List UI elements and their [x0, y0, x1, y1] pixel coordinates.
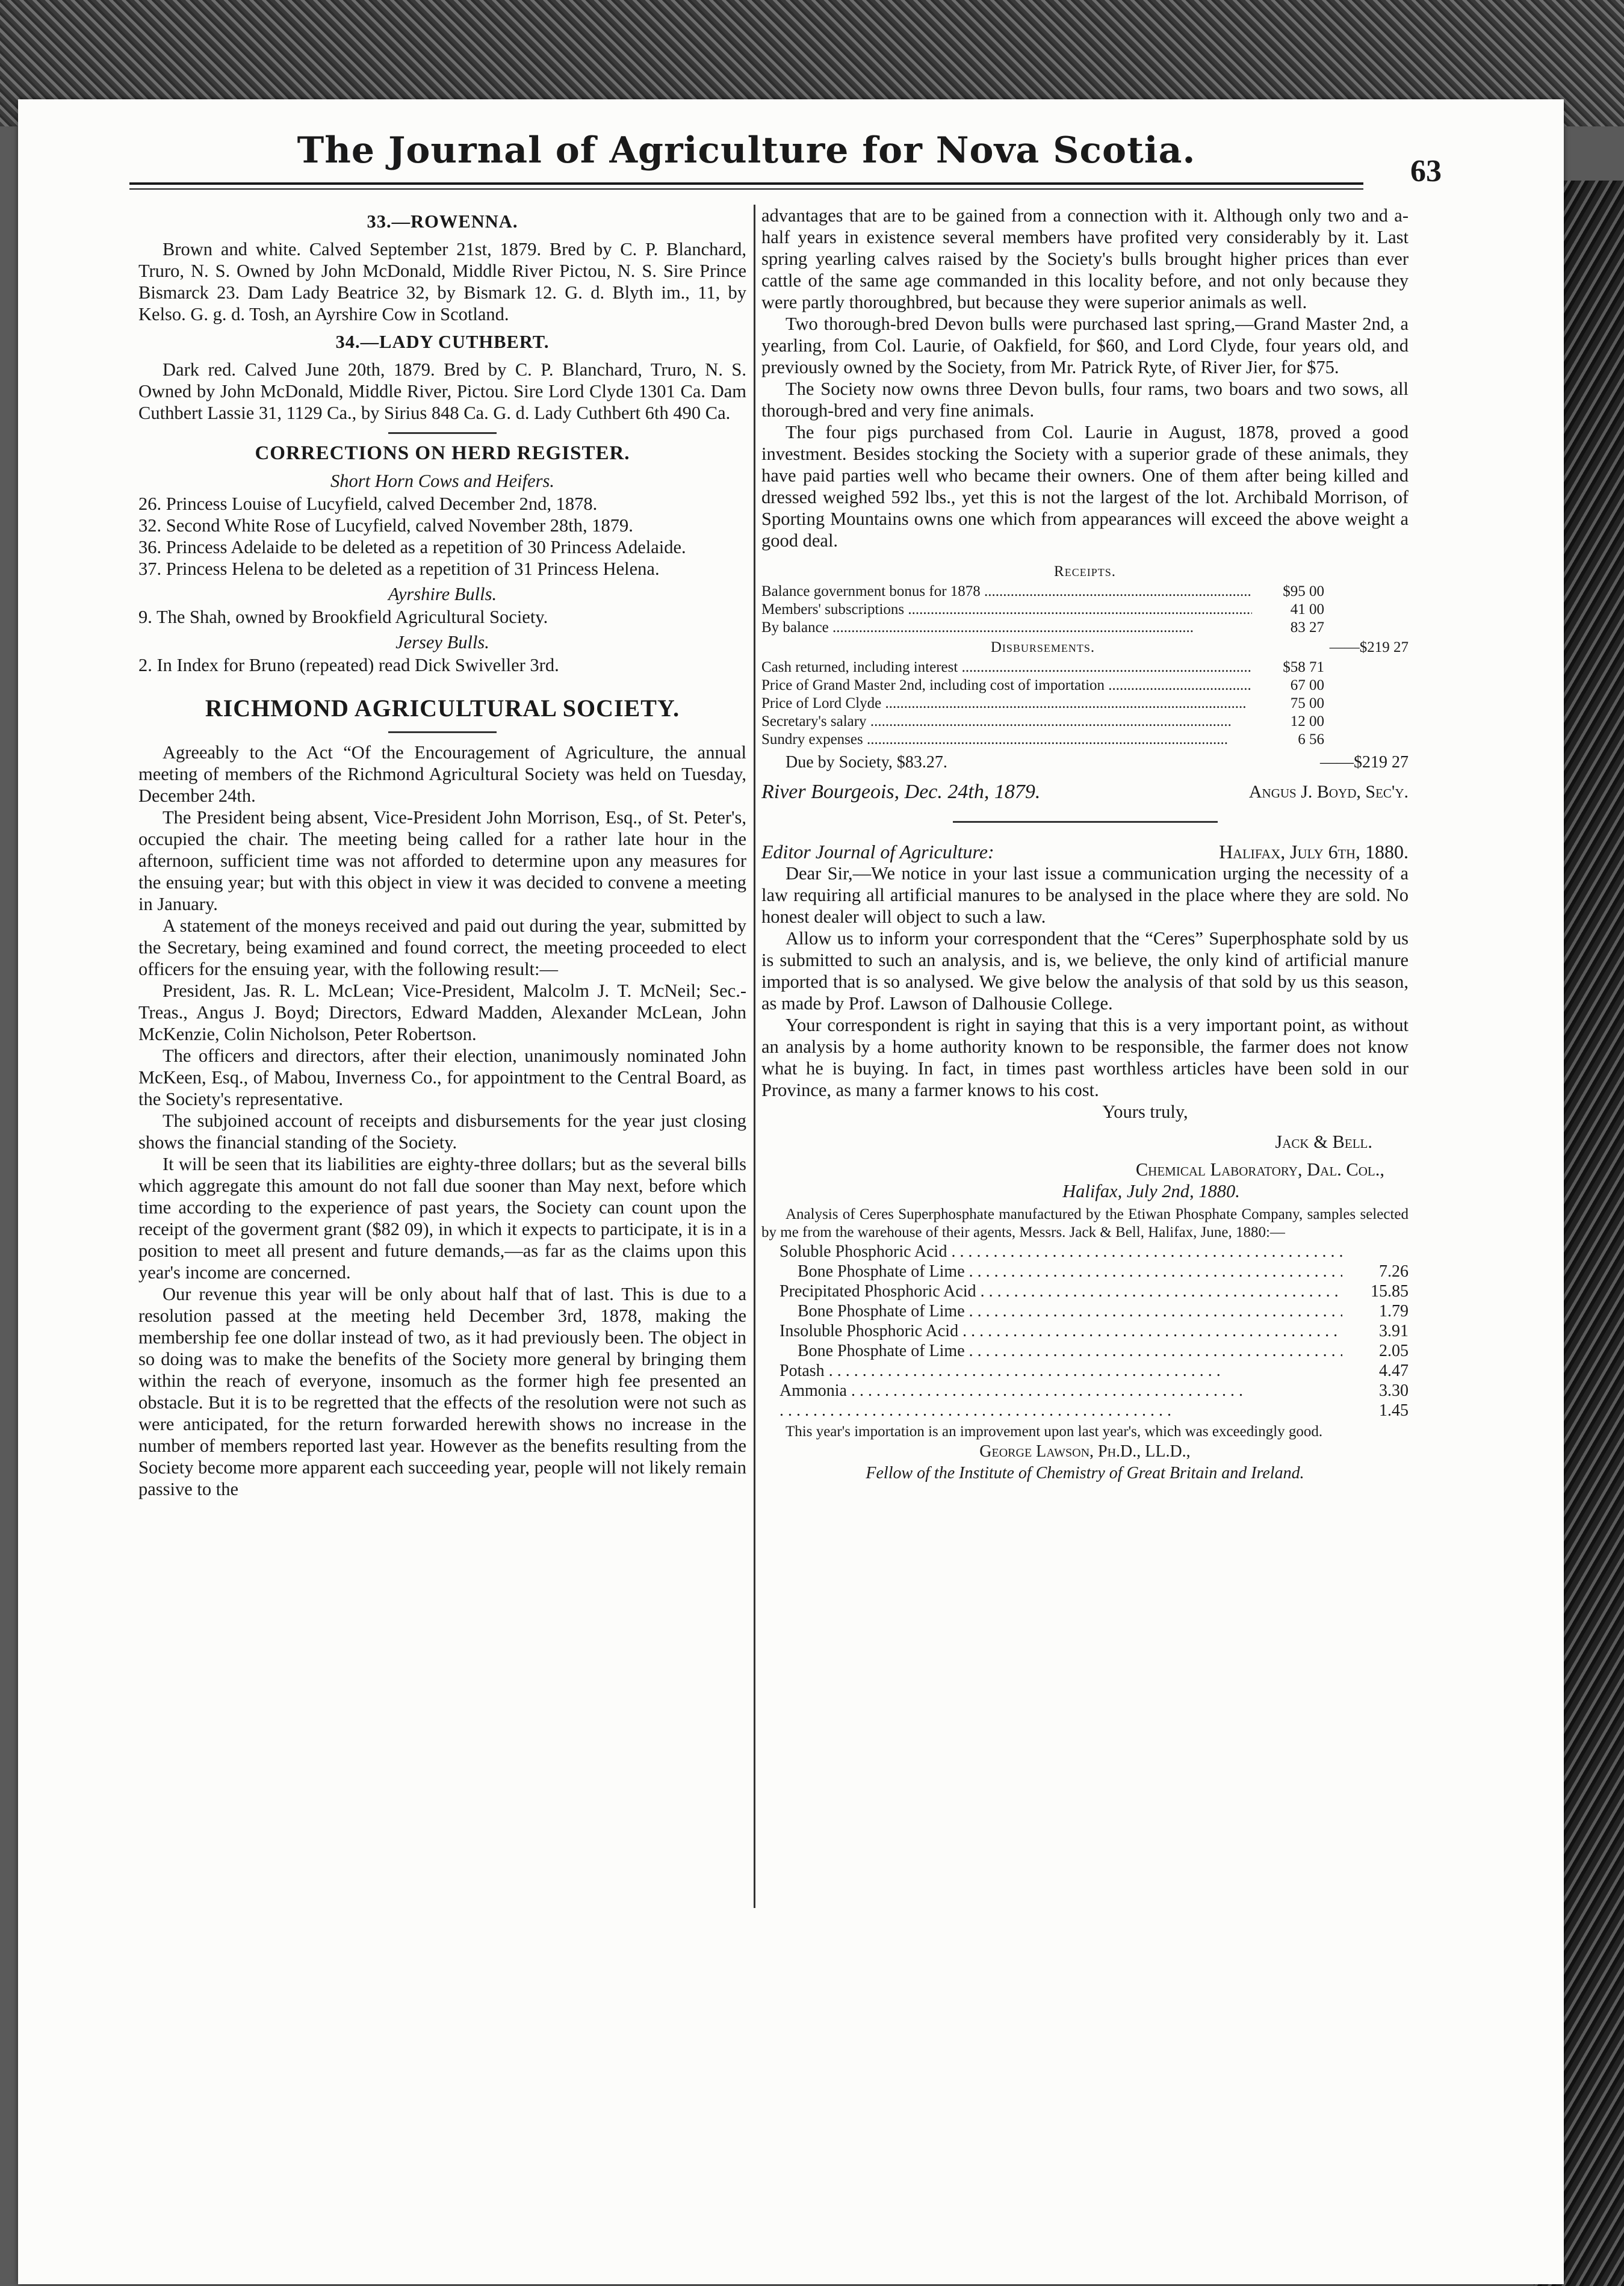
analysis-label: Ammonia . . .: [779, 1381, 1342, 1401]
analysis-row: [761, 1381, 1409, 1401]
masthead-rule-bottom: [129, 188, 1363, 190]
page-number: 63: [1410, 154, 1442, 188]
disbursements-row: [761, 677, 1409, 695]
richmond-paragraph: The President being absent, Vice-President John Morrison, Esq., of St. Peter's, occupied the chair. The meeting being called for a rather late hour in the afternoon, sufficient time was not afforded to determine upon any measures for the ensuing year; but with this object in view it was decided to convene a meeting in January.: [138, 807, 746, 914]
lab-line-1: Chemical Laboratory, Dal. Col.,: [1135, 1159, 1384, 1180]
disbursements-row-value: 12 00: [1290, 713, 1324, 729]
cattle-33-heading: 33.—ROWENNA.: [367, 211, 518, 232]
analysis-label: Bone Phosphate of Lime . . .: [798, 1341, 1342, 1361]
analysis-label: Insoluble Phosphoric Acid . . .: [779, 1321, 1342, 1341]
richmond-continued-paragraph: Two thorough-bred Devon bulls were purchased last spring,—Grand Master 2nd, a yearling, from Col. Laurie, of Oakfield, for $60, and Lord Clyde, four years old, and previously owned by the Society, from Mr. Patrick Ryte, of River Jier, for $75.: [761, 314, 1409, 377]
disbursements-row-label: Price of Lord Clyde .....: [761, 695, 1252, 713]
disbursements-row-label: Secretary's salary .....: [761, 713, 1252, 731]
letter-closing: Yours truly,: [1102, 1101, 1188, 1122]
receipts-heading: Receipts.: [1054, 563, 1116, 580]
richmond-continued-paragraph: The Society now owns three Devon bulls, four rams, two boars and two sows, all thorough-bred and very fine animals.: [761, 379, 1409, 421]
richmond-paragraph: Our revenue this year will be only about half that of last. This is due to a resolution passed at the meeting held December 3rd, 1878, making the membership fee one dollar instead of two, as it had previously been. The object in so doing was to make the benefits of the Society more general by bringing them within the reach of everyone, insomuch as the former high fee presented an obstacle. But it is to be regretted that the effects of the resolution were not such as were anticipated, for the return forwarded herewith shows no increase in the number of members reported last year. However as the benefits resulting from the Society become more apparent each succeeding year, people will not likely remain passive to the: [138, 1284, 746, 1499]
section-rule: [388, 731, 497, 733]
analysis-label: Precipitated Phosphoric Acid . . .: [779, 1281, 1342, 1301]
richmond-officers: President, Jas. R. L. McLean; Vice-President, Malcolm J. T. McNeil; Sec.-Treas., Angus J. Boyd; Directors, Edward Madden, Alexander McLean, John McKenzie, Colin Nicholson, Peter Robertson.: [138, 980, 746, 1044]
letter-dateline: Halifax, July 6th, 1880.: [1219, 841, 1409, 863]
analysis-value: 1.45: [1379, 1401, 1409, 1420]
disbursements-row-value: 6 56: [1298, 731, 1324, 748]
analysis-label: Bone Phosphate of Lime . . .: [798, 1301, 1342, 1321]
cattle-33-text: Brown and white. Calved September 21st, 1879. Bred by C. P. Blanchard, Truro, N. S. Owned by John McDonald, Middle River Pictou, N. S. Sire Prince Bismarck 23. Dam Lady Beatrice 32, by Bismark 12. G. d. Blyth im., 11, by Kelso. G. g. d. Tosh, an Ayrshire Cow in Scotland.: [138, 239, 746, 324]
richmond-paragraph: It will be seen that its liabilities are eighty-three dollars; but as the several bills which aggregate this amount do not fall due sooner than May next, before which time according to the experience of past years, the Society can count upon the receipt of the goverment grant ($82 09), in which it expects to participate, it is in a position to meet all present and future demands,—as far as the claims upon this year's income are concerned.: [138, 1154, 746, 1283]
analysis-value: 1.79: [1379, 1302, 1409, 1321]
disbursements-row: [761, 695, 1409, 713]
lab-line-2: Halifax, July 2nd, 1880.: [1062, 1181, 1240, 1201]
correction-item: 32. Second White Rose of Lucyfield, calved November 28th, 1879.: [138, 515, 633, 536]
analysis-value: 3.91: [1379, 1322, 1409, 1340]
richmond-paragraph: Agreeably to the Act “Of the Encouragement of Agriculture, the annual meeting of members of the Richmond Agricultural Society was held on Tuesday, December 24th.: [138, 742, 746, 806]
correction-item: 2. In Index for Bruno (repeated) read Dick Swiveller 3rd.: [138, 655, 559, 675]
correction-item: 26. Princess Louise of Lucyfield, calved December 2nd, 1878.: [138, 494, 598, 514]
left-column: [138, 205, 746, 1500]
disbursements-row: [761, 731, 1409, 749]
receipts-row-value: 83 27: [1290, 619, 1324, 636]
letter-signature: Jack & Bell.: [1275, 1132, 1372, 1152]
receipts-row: [761, 583, 1409, 601]
analysis-row: [761, 1301, 1409, 1321]
disbursements-heading: Disbursements.: [990, 639, 1096, 655]
analysis-value: [1342, 1242, 1409, 1262]
signoff-place-date: River Bourgeois, Dec. 24th, 1879.: [761, 781, 1041, 803]
receipts-total: ——$219 27: [1329, 639, 1409, 655]
analysis-label: Soluble Phosphoric Acid . . .: [779, 1242, 1342, 1262]
receipts-row-value: 41 00: [1290, 601, 1324, 618]
due-row: [761, 752, 1409, 773]
disbursements-row-total: [1324, 677, 1409, 695]
masthead-rule-top: [129, 182, 1363, 185]
analysis-row: [761, 1401, 1409, 1420]
analysis-row: [761, 1361, 1409, 1381]
signoff-signature: Angus J. Boyd, Sec'y.: [1248, 782, 1409, 802]
section-rule: [953, 821, 1218, 823]
analysis-signer: George Lawson, Ph.D., LL.D.,: [979, 1442, 1191, 1461]
right-column: [761, 205, 1409, 1484]
receipts-row-label: Members' subscriptions .....: [761, 601, 1252, 619]
disbursements-row-value: $58 71: [1283, 659, 1324, 675]
corrections-heading: CORRECTIONS ON HERD REGISTER.: [255, 442, 630, 464]
cattle-34-text: Dark red. Calved June 20th, 1879. Bred by C. P. Blanchard, Truro, N. S. Owned by John McDonald, Middle River, Pictou. Sire Lord Clyde 1301 Ca. Dam Cuthbert Lassie 31, 1129 Ca., by Sirius 848 Ca. G. d. Lady Cuthbert 6th 490 Ca.: [138, 359, 746, 423]
journal-title: The Journal of Agriculture for Nova Scotia.: [297, 129, 1196, 172]
disbursements-row-value: 75 00: [1290, 695, 1324, 711]
disbursements-row-label: Cash returned, including interest .....: [761, 658, 1252, 677]
disbursements-row-total: [1324, 658, 1409, 677]
section-rule: [388, 432, 497, 434]
jersey-subheading: Jersey Bulls.: [395, 632, 489, 652]
correction-item: 37. Princess Helena to be deleted as a repetition of 31 Princess Helena.: [138, 559, 660, 579]
analysis-label: [779, 1401, 1342, 1420]
due-total: ——$219 27: [1320, 753, 1409, 772]
analysis-label: Bone Phosphate of Lime . . .: [798, 1262, 1342, 1281]
analysis-signer-title: Fellow of the Institute of Chemistry of Great Britain and Ireland.: [866, 1464, 1304, 1482]
analysis-row: [761, 1242, 1409, 1262]
analysis-label: Potash . . .: [779, 1361, 1342, 1381]
analysis-row: [761, 1262, 1409, 1281]
receipts-row-total: [1324, 619, 1409, 637]
letter-addressee: Editor Journal of Agriculture:: [761, 841, 994, 863]
receipts-row: [761, 619, 1409, 637]
cattle-34-heading: 34.—LADY CUTHBERT.: [335, 332, 550, 352]
correction-item: 36. Princess Adelaide to be deleted as a repetition of 30 Princess Adelaide.: [138, 537, 686, 557]
analysis-value: 7.26: [1379, 1262, 1409, 1281]
analysis-row: [761, 1321, 1409, 1341]
disbursements-row-label: Sundry expenses .....: [761, 731, 1252, 749]
analysis-value: 4.47: [1379, 1361, 1409, 1380]
shorthorn-subheading: Short Horn Cows and Heifers.: [330, 471, 554, 491]
disbursements-row: [761, 658, 1409, 677]
receipts-row: [761, 601, 1409, 619]
disbursements-row-value: 67 00: [1290, 677, 1324, 693]
disbursements-row-total: [1324, 695, 1409, 713]
analysis-value: 15.85: [1371, 1282, 1409, 1301]
analysis-note: This year's importation is an improvement upon last year's, which was exceedingly good.: [786, 1423, 1323, 1440]
receipts-row-label: By balance .....: [761, 619, 1252, 637]
letter-paragraph: Your correspondent is right in saying that this is a very important point, as without an analysis by a home authority known to be responsible, the farmer does not know what he is buying. In fact, in times past worthless articles have been sold in our Province, as many a farmer knows to his cost.: [761, 1015, 1409, 1100]
receipts-row-total: [1324, 601, 1409, 619]
analysis-row: [761, 1281, 1409, 1301]
masthead: [129, 129, 1442, 196]
analysis-value: 2.05: [1379, 1342, 1409, 1360]
correction-item: 9. The Shah, owned by Brookfield Agricultural Society.: [138, 607, 548, 627]
richmond-paragraph: The officers and directors, after their election, unanimously nominated John McKeen, Esq., of Mabou, Inverness Co., for appointment to the Central Board, as the Society's representative.: [138, 1045, 746, 1109]
letter-paragraph: Dear Sir,—We notice in your last issue a communication urging the necessity of a law requiring all artificial manures to be analysed in the place where they are sold. No honest dealer will object to such a law.: [761, 863, 1409, 927]
analysis-value: 3.30: [1379, 1381, 1409, 1400]
ayrshire-subheading: Ayrshire Bulls.: [388, 584, 497, 604]
richmond-signoff: [761, 781, 1409, 803]
richmond-paragraph: The subjoined account of receipts and disbursements for the year just closing shows the financial standing of the Society.: [138, 1110, 746, 1153]
disbursements-row: [761, 713, 1409, 731]
disbursements-row-total: [1324, 731, 1409, 749]
richmond-paragraph: A statement of the moneys received and paid out during the year, submitted by the Secretary, being examined and found correct, the meeting proceeded to elect officers for the ensuing year, with the following result:—: [138, 915, 746, 979]
receipts-row-label: Balance government bonus for 1878 .....: [761, 583, 1252, 601]
column-divider: [754, 205, 755, 1908]
due-line: Due by Society, $83.27.: [786, 753, 947, 772]
disbursements-row-total: [1324, 713, 1409, 731]
richmond-continued-paragraph: The four pigs purchased from Col. Laurie in August, 1878, proved a good investment. Besides stocking the Society with a superior grade of these animals, they have paid parties well who became their owners. One of them after being killed and dressed weighed 592 lbs., yet this is not the largest of the lot. Archibald Morrison, of Sporting Mountains owns one which from appearances will exceed the above weight a good deal.: [761, 422, 1409, 551]
letter-header: [761, 841, 1409, 863]
analysis-intro: Analysis of Ceres Superphosphate manufactured by the Etiwan Phosphate Company, samples selected by me from the warehouse of their agents, Messrs. Jack & Bell, Halifax, June, 1880:—: [761, 1206, 1409, 1241]
receipts-row-total: [1324, 583, 1409, 601]
letter-paragraph: Allow us to inform your correspondent that the “Ceres” Superphosphate sold by us is submitted to such an analysis, and is, we believe, the only kind of artificial manure imported that is so analysed. We give below the analysis of that sold by us this season, as made by Prof. Lawson of Dalhousie College.: [761, 928, 1409, 1014]
receipts-row-value: $95 00: [1283, 583, 1324, 599]
richmond-continued-paragraph: advantages that are to be gained from a connection with it. Although only two and a-half years in existence several members have profited very considerably by it. Last spring yearling calves raised by the Society's bulls brought higher prices than ever cattle of the same age commanded in this locality before, and not only because they were partly thoroughbred, but because they were superior animals as well.: [761, 205, 1409, 312]
disbursements-row-label: Price of Grand Master 2nd, including cost of importation .....: [761, 677, 1252, 695]
analysis-row: [761, 1341, 1409, 1361]
richmond-heading: RICHMOND AGRICULTURAL SOCIETY.: [205, 695, 680, 722]
disbursements-heading-row: [761, 637, 1409, 658]
